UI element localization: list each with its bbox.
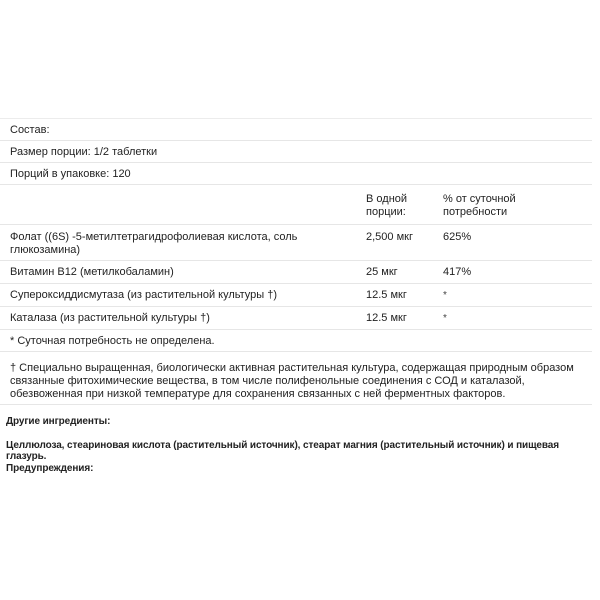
header-daily-value <box>433 185 592 225</box>
table-row <box>0 307 592 330</box>
nutrient-name: Супероксиддисмутаза (из растительной культуры †) <box>0 284 356 307</box>
nutrient-daily-value: * <box>433 284 592 307</box>
nutrient-daily-value: 417% <box>433 261 592 284</box>
footnote-dagger <box>0 352 592 405</box>
footnote-dagger-row <box>0 352 592 405</box>
nutrient-amount: 12.5 мкг <box>356 307 433 330</box>
composition-row <box>0 119 592 141</box>
header-per-serving-line1: В одной <box>366 193 408 205</box>
table-row <box>0 261 592 284</box>
nutrient-name <box>0 225 356 261</box>
servings-per-container: Порций в упаковке: 120 <box>0 163 592 185</box>
nutrient-amount: 2,500 мкг <box>356 225 433 261</box>
servings-per-container-row <box>0 163 592 185</box>
header-daily-value-line2: потребности <box>443 206 508 218</box>
nutrient-daily-value: 625% <box>433 225 592 261</box>
nutrient-amount: 25 мкг <box>356 261 433 284</box>
footnote-dagger-line3: обезвоженная при низкой температуре для сохранения связанных с ней ферментных факторов. <box>10 388 506 400</box>
nutrient-name: Витамин B12 (метилкобаламин) <box>0 261 356 284</box>
table-row <box>0 284 592 307</box>
supplement-facts-table <box>0 118 592 405</box>
serving-size-row <box>0 141 592 163</box>
table-header-row <box>0 185 592 225</box>
footnote-asterisk: * Суточная потребность не определена. <box>0 330 592 352</box>
header-per-serving-line2: порции: <box>366 206 406 218</box>
footnote-dagger-line2: связанные фитохимические вещества, в том числе полифенольные соединения с СОД и каталазой, <box>10 375 525 387</box>
other-ingredients-heading: Другие ингредиенты: <box>6 416 111 427</box>
nutrient-name-line2: глюкозамина) <box>10 244 81 256</box>
nutrient-name-line1: Фолат ((6S) -5-метилтетрагидрофолиевая кислота, соль <box>10 231 298 243</box>
serving-size: Размер порции: 1/2 таблетки <box>0 141 592 163</box>
nutrient-daily-value: * <box>433 307 592 330</box>
composition-label: Состав: <box>0 119 592 141</box>
nutrient-name: Каталаза (из растительной культуры †) <box>0 307 356 330</box>
header-daily-value-line1: % от суточной <box>443 193 516 205</box>
header-per-serving <box>356 185 433 225</box>
other-ingredients-text: Целлюлоза, стеариновая кислота (растительный источник), стеарат магния (растительный источник) и пищевая глазурь. <box>6 440 559 462</box>
footnote-dagger-line1: † Специально выращенная, биологически активная растительная культура, содержащая природным образом <box>10 362 574 374</box>
table-row <box>0 225 592 261</box>
warnings-heading: Предупреждения: <box>6 463 94 474</box>
nutrient-amount: 12.5 мкг <box>356 284 433 307</box>
header-empty-cell <box>0 185 356 225</box>
footnote-asterisk-row <box>0 330 592 352</box>
